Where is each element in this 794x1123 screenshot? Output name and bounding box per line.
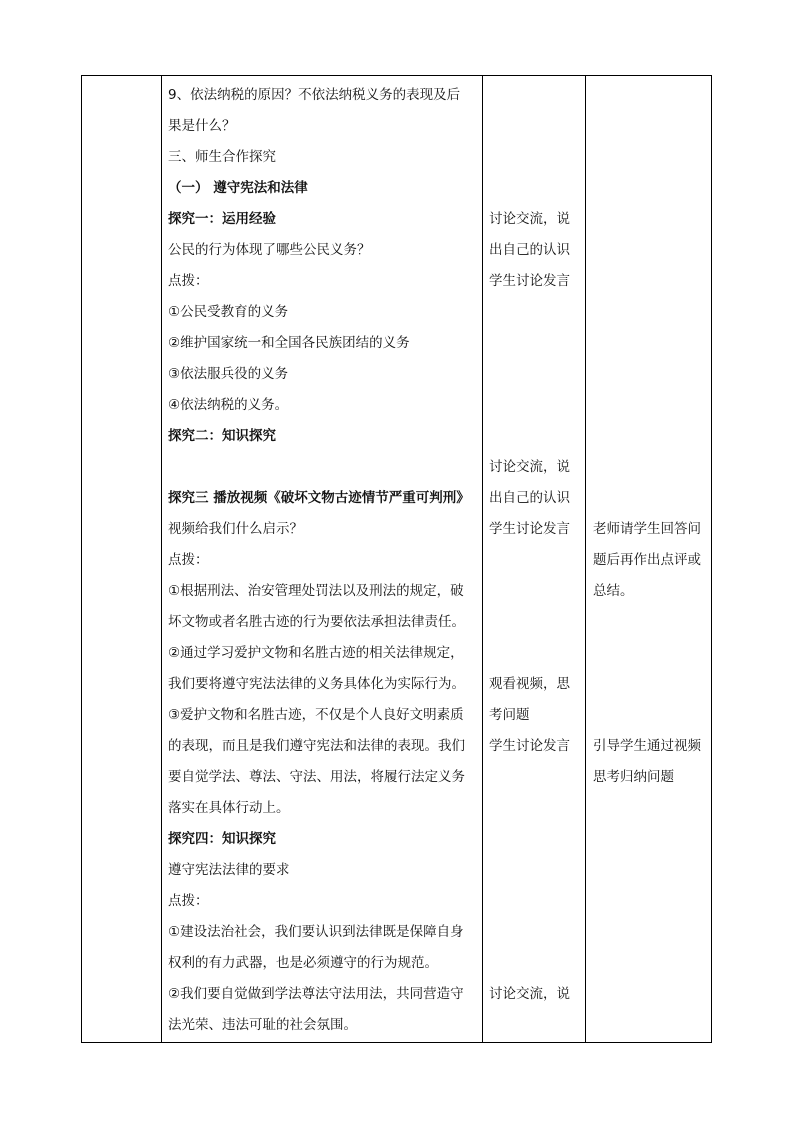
activity-line (489, 390, 581, 421)
content-line (168, 452, 476, 483)
content-line: 要自觉学法、尊法、守法、用法，将履行法定义务 (168, 769, 465, 785)
note-line (593, 266, 709, 297)
activity-line: 观看视频，思 (489, 676, 570, 692)
activity-line: 出自己的认识 (489, 242, 570, 258)
content-line: 公民的行为体现了哪些公民义务？ (168, 242, 371, 258)
content-line: 点拨： (168, 893, 209, 909)
activity-line: 讨论交流，说 (489, 211, 570, 227)
activity-line (489, 142, 581, 173)
column-divider (482, 75, 483, 1043)
activity-line (489, 948, 581, 979)
note-line (593, 483, 709, 514)
note-line (593, 297, 709, 328)
content-line: ②我们要自觉做到学法尊法守法用法，共同营造守 (168, 986, 464, 1002)
content-line: 9、依法纳税的原因？不依法纳税义务的表现及后 (168, 87, 461, 103)
note-line (593, 359, 709, 390)
content-line: 我们要将遵守宪法法律的义务具体化为实际行为。 (168, 676, 465, 692)
content-line: 探究二：知识探究 (168, 428, 276, 444)
activity-line (489, 793, 581, 824)
content-line: ③依法服兵役的义务 (168, 366, 289, 382)
content-line: 探究四：知识探究 (168, 831, 276, 847)
note-line (593, 421, 709, 452)
activity-line (489, 886, 581, 917)
content-line: 点拨： (168, 552, 209, 568)
activity-line (489, 824, 581, 855)
activity-line (489, 173, 581, 204)
note-line (593, 638, 709, 669)
activity-line (489, 80, 581, 111)
activity-line (489, 111, 581, 142)
note-line (593, 607, 709, 638)
content-line: ④依法纳税的义务。 (168, 397, 289, 413)
activity-line: 学生讨论发言 (489, 273, 570, 289)
activity-line: 考问题 (489, 707, 530, 723)
activity-line (489, 328, 581, 359)
column-divider (585, 75, 586, 1043)
note-line (593, 669, 709, 700)
note-line (593, 328, 709, 359)
note-line (593, 111, 709, 142)
content-line: 落实在具体行动上。 (168, 800, 290, 816)
activity-line: 学生讨论发言 (489, 521, 570, 537)
activity-line (489, 545, 581, 576)
activity-line: 讨论交流，说 (489, 459, 570, 475)
content-line: 探究一：运用经验 (168, 211, 276, 227)
content-line: 遵守宪法法律的要求 (168, 862, 290, 878)
note-line: 题后再作出点评或 (593, 552, 701, 568)
note-line (593, 173, 709, 204)
activity-line (489, 421, 581, 452)
activity-line (489, 297, 581, 328)
note-line: 老师请学生回答问 (593, 521, 701, 537)
teaching-content-column (168, 80, 476, 1041)
note-line: 总结。 (593, 583, 634, 599)
content-line: 三、师生合作探究 (168, 149, 276, 165)
activity-line (489, 762, 581, 793)
student-activity-column (489, 80, 581, 1010)
note-line (593, 142, 709, 173)
column-divider (161, 75, 162, 1043)
note-line (593, 700, 709, 731)
note-line: 引导学生通过视频 (593, 738, 701, 754)
note-line: 思考归纳问题 (593, 769, 674, 785)
content-line: ①建设法治社会，我们要认识到法律既是保障自身 (168, 924, 464, 940)
activity-line (489, 576, 581, 607)
content-line: 视频给我们什么启示？ (168, 521, 303, 537)
note-line (593, 390, 709, 421)
note-line (593, 204, 709, 235)
content-line: 法光荣、违法可耻的社会氛围。 (168, 1017, 357, 1033)
content-line: ③爱护文物和名胜古迹，不仅是个人良好文明素质 (168, 707, 464, 723)
activity-line: 学生讨论发言 (489, 738, 570, 754)
content-line: （一） 遵守宪法和法律 (168, 180, 308, 196)
activity-line (489, 855, 581, 886)
content-line: 坏文物或者名胜古迹的行为要依法承担法律责任。 (168, 614, 465, 630)
activity-line: 出自己的认识 (489, 490, 570, 506)
content-line: 果是什么？ (168, 118, 236, 134)
content-line: ①公民受教育的义务 (168, 304, 289, 320)
content-line: ②维护国家统一和全国各民族团结的义务 (168, 335, 410, 351)
activity-line (489, 638, 581, 669)
activity-line (489, 607, 581, 638)
content-line: 的表现，而且是我们遵守宪法和法律的表现。我们 (168, 738, 465, 754)
teacher-note-column (593, 80, 709, 793)
activity-line (489, 359, 581, 390)
note-line (593, 452, 709, 483)
content-line: 权利的有力武器，也是必须遵守的行为规范。 (168, 955, 438, 971)
activity-line: 讨论交流，说 (489, 986, 570, 1002)
content-line: ①根据刑法、治安管理处罚法以及刑法的规定，破 (168, 583, 464, 599)
note-line (593, 80, 709, 111)
activity-line (489, 917, 581, 948)
content-line: ②通过学习爱护文物和名胜古迹的相关法律规定， (168, 645, 464, 661)
content-line: 探究三 播放视频《破坏文物古迹情节严重可判刑》 (168, 490, 470, 506)
note-line (593, 235, 709, 266)
content-line: 点拨： (168, 273, 209, 289)
